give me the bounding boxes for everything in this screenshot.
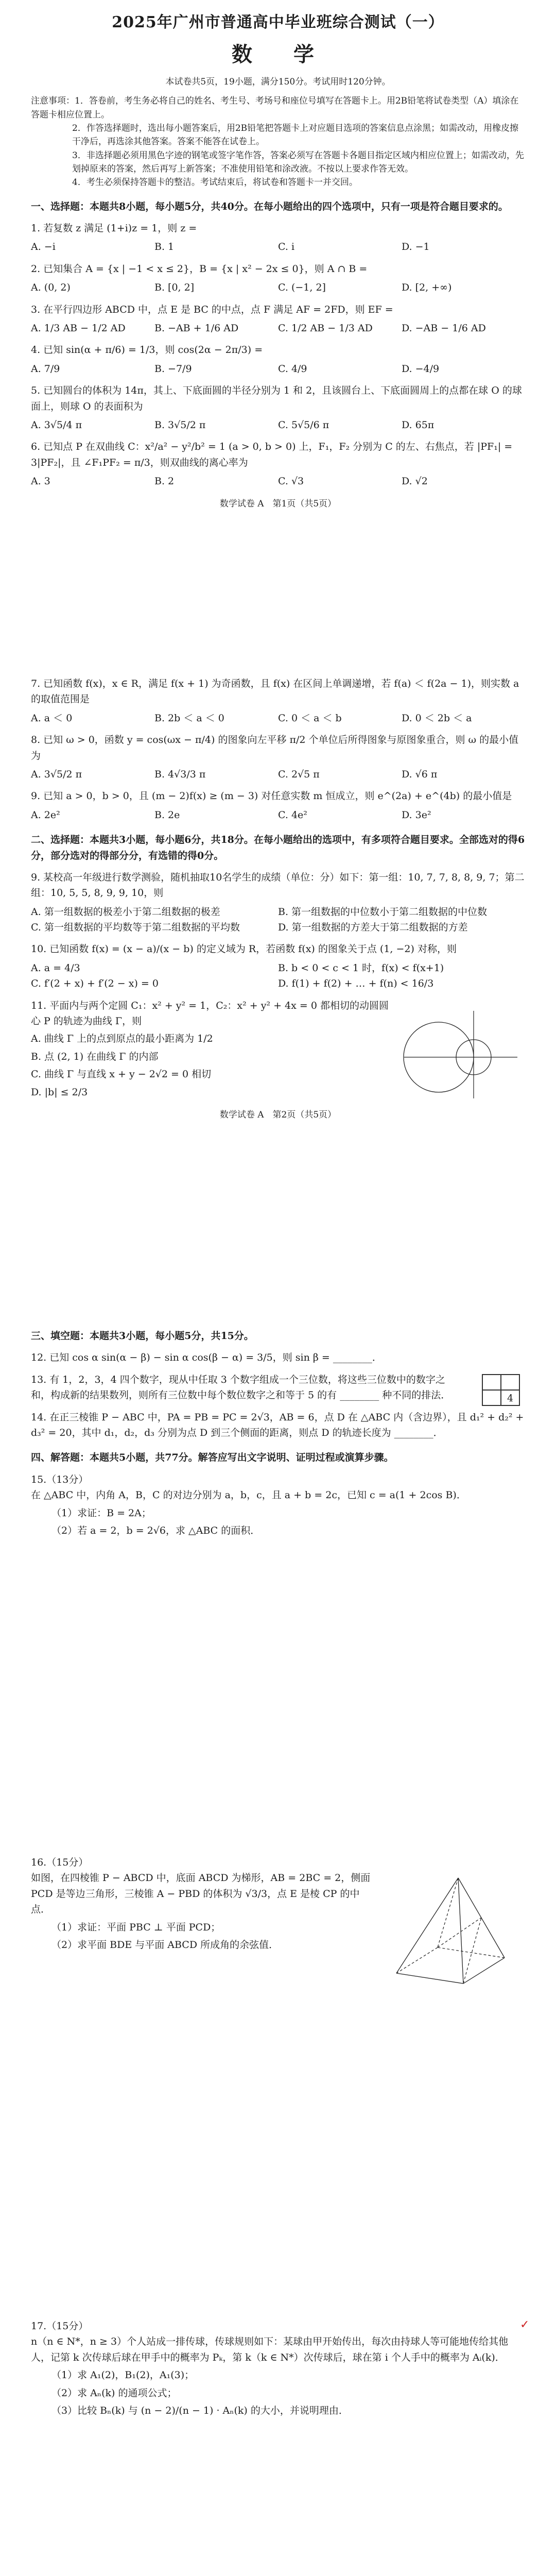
question-stem: 13. 有 1，2，3，4 四个数字，现从中任取 3 个数字组成一个三位数，将这些三位数中的数字之和，构成新的结果数列，则所有三位数中每个数位数字之和等于 5 的有 ________ 种不同的排法． — [31, 1374, 451, 1401]
option: D. √6 π — [402, 768, 438, 780]
question-head: 17.（15分） — [31, 2320, 89, 2332]
option: C. i — [278, 241, 295, 253]
option: C. 2√5 π — [278, 768, 320, 780]
option: B. −AB + 1/6 AD — [154, 322, 239, 334]
grid-cell: 4 — [501, 1390, 519, 1405]
option: C. 4/9 — [278, 363, 307, 375]
option: B. 第一组数据的中位数小于第二组数据的中位数 — [278, 906, 488, 918]
option: D. −4/9 — [402, 363, 440, 375]
grid-cell — [482, 1390, 501, 1405]
option: A. (0, 2) — [31, 282, 71, 294]
option: A. 第一组数据的极差小于第二组数据的极差 — [31, 906, 220, 918]
question-part: （2）求平面 BDE 与平面 ABCD 所成角的余弦值． — [51, 1939, 279, 1951]
question-11 — [31, 998, 525, 1100]
question-7 — [31, 676, 525, 726]
edge-pa — [396, 1878, 458, 1973]
question-6 — [31, 439, 525, 489]
option: B. 4√3/3 π — [154, 768, 206, 780]
question-8 — [31, 732, 525, 782]
option: A. 3√5/4 π — [31, 419, 82, 431]
page-1 — [31, 10, 525, 512]
question-part: （1）求证：平面 PBC ⊥ 平面 PCD； — [51, 1921, 221, 1933]
option: D. f(1) + f(2) + … + f(n) < 16/3 — [278, 978, 434, 990]
question-head: 15.（13分） — [31, 1473, 89, 1485]
exam-meta: 本试卷共5页，19小题，满分150分。考试用时120分钟。 — [165, 77, 391, 87]
edge-bc — [463, 1958, 505, 1984]
question-part: （2）求 Aₙ(k) 的通项公式； — [51, 2387, 177, 2399]
question-stem: 4. 已知 sin(α + π/6) = 1/3，则 cos(2α − 2π/3) = — [31, 344, 263, 356]
option: C. 5√5/6 π — [278, 419, 329, 431]
note-item: 4．考生必须保持答题卡的整洁。考试结束后，将试卷和答题卡一并交回。 — [72, 177, 358, 188]
question-head: 16.（15分） — [31, 1857, 89, 1868]
option: B. [0, 2] — [154, 282, 195, 294]
page-footer: 数学试卷 A 第2页（共5页） — [219, 1109, 337, 1120]
option: D. 0 ＜ 2b ＜ a — [402, 712, 472, 724]
question-14: 14. 在正三棱锥 P − ABC 中，PA = PB = PC = 2√3，AB = 6，点 D 在 △ABC 内（含边界），且 d₁² + d₂² + d₃² = 20，其中 d₁，d₂，d₃ 分别为点 D 到三个侧面的距离，则点 D 的轨迹长度为 ________． — [31, 1411, 524, 1438]
option: D. −AB − 1/6 AD — [402, 322, 486, 334]
edge-da — [396, 1947, 438, 1973]
option: C. 第一组数据的平均数等于第二组数据的平均数 — [31, 922, 240, 934]
question-stem: 9. 已知 a > 0，b > 0，且 (m − 2)f(x) ≥ (m − 3) 对任意实数 m 恒成立，则 e^(2a) + e^(4b) 的最小值是 — [31, 790, 512, 802]
question-1 — [31, 221, 525, 255]
question-stem: 1. 若复数 z 满足 (1+i)z = 1，则 z = — [31, 222, 197, 234]
question-part: （2）若 a = 2，b = 2√6，求 △ABC 的面积． — [51, 1524, 260, 1536]
question-17 — [31, 2318, 525, 2418]
question-stem: 3. 在平行四边形 ABCD 中，点 E 是 BC 的中点，点 F 满足 AF = 2FD，则 EF = — [31, 303, 393, 315]
option: D. [2, +∞) — [402, 282, 452, 294]
option: A. −i — [31, 241, 56, 253]
option: C. 曲线 Γ 与直线 x + y − 2√2 = 0 相切 — [31, 1069, 212, 1080]
segment-de — [438, 1918, 481, 1947]
option: B. 3√5/2 π — [154, 419, 206, 431]
option: A. 3√5/2 π — [31, 768, 82, 780]
number-grid — [482, 1374, 520, 1406]
question-part: （1）求证：B = 2A； — [51, 1507, 151, 1519]
question-part: （3）比较 Bₙ(k) 与 (n − 2)/(n − 1) · Aₙ(k) 的大小，并说明理由． — [51, 2404, 349, 2416]
pyramid-figure — [381, 1870, 515, 1994]
note-item: 2．作答选择题时，选出每小题答案后，用2B铅笔把答题卡上对应题目选项的答案信息点涂黑；如需改动，用橡皮擦干净后，再选涂其他答案。答案不能答在试卷上。 — [72, 123, 519, 147]
question-12: 12. 已知 cos α sin(α − β) − sin α cos(β − α) = 3/5，则 sin β = ________． — [31, 1352, 382, 1364]
question-8b — [31, 788, 525, 823]
exam-subject: 数 学 — [232, 42, 324, 66]
grid-cell — [482, 1375, 501, 1390]
question-stem: 10. 已知函数 f(x) = (x − a)/(x − b) 的定义域为 R，若函数 f(x) 的图象关于点 (1, −2) 对称，则 — [31, 943, 457, 955]
section-4-heading: 四、解答题：本题共5小题，共77分。解答应写出文字说明、证明过程或演算步骤。 — [31, 1452, 394, 1464]
option: C. 4e² — [278, 809, 307, 821]
question-stem: 2. 已知集合 A = {x | −1 < x ≤ 2}，B = {x | x² − 2x ≤ 0}，则 A ∩ B = — [31, 263, 368, 275]
note-item: 注意事项：1．答卷前，考生务必将自己的姓名、考生号、考场号和座位号填写在答题卡上。用2B铅笔将试卷类型（A）填涂在答题卡相应位置上。 — [31, 96, 519, 120]
exam-title: 2025年广州市普通高中毕业班综合测试（一） — [112, 13, 444, 31]
question-stem: 6. 已知点 P 在双曲线 C：x²/a² − y²/b² = 1 (a > 0, b > 0) 上，F₁，F₂ 分别为 C 的左、右焦点，若 |PF₁| = 3|PF₂|，且 ∠F₁PF₂ = π/3，则双曲线的离心率为 — [31, 441, 513, 468]
option: C. 1/2 AB − 1/3 AD — [278, 322, 373, 334]
section-1-heading: 一、选择题：本题共8小题，每小题5分，共40分。在每小题给出的四个选项中，只有一项是符合题目要求的。 — [31, 200, 508, 212]
grid-cell — [501, 1375, 519, 1390]
option: C. √3 — [278, 476, 304, 487]
question-9 — [31, 870, 525, 936]
option: A. 7/9 — [31, 363, 60, 375]
option: C. 0 ＜ a ＜ b — [278, 712, 342, 724]
check-mark: ✓ — [520, 2318, 530, 2331]
note-item: 3．非选择题必须用黑色字迹的钢笔或签字笔作答，答案必须写在答题卡各题目指定区域内相应位置上；如需改动，先划掉原来的答案，然后再写上新答案；不准使用铅笔和涂改液。不按以上要求作答无效。 — [72, 150, 524, 174]
notes — [31, 94, 525, 189]
option: D. 第一组数据的方差大于第二组数据的方差 — [278, 922, 468, 934]
option: B. 2b ＜ a ＜ 0 — [154, 712, 224, 724]
question-10 — [31, 941, 525, 991]
option: A. 2e² — [31, 809, 60, 821]
question-stem: 在 △ABC 中，内角 A，B，C 的对边分别为 a，b，c，且 a + b = 2c，已知 c = a(1 + 2cos B)． — [31, 1489, 466, 1501]
page-footer: 数学试卷 A 第1页（共5页） — [219, 499, 337, 510]
option: C. (−1, 2] — [278, 282, 326, 294]
circles-figure — [402, 1008, 520, 1101]
question-3 — [31, 302, 525, 336]
option: A. 1/3 AB − 1/2 AD — [31, 322, 126, 334]
page-3 — [31, 1319, 525, 1538]
page-5 — [31, 2318, 525, 2418]
option: B. −7/9 — [154, 363, 192, 375]
option: D. −1 — [402, 241, 430, 253]
option: B. 2e — [154, 809, 180, 821]
option: C. f′(2 + x) + f′(2 − x) = 0 — [31, 978, 159, 990]
question-16 — [31, 1855, 525, 1953]
option: D. |b| ≤ 2/3 — [31, 1086, 88, 1098]
question-4 — [31, 342, 525, 377]
option: B. 1 — [154, 241, 175, 253]
option: D. √2 — [402, 476, 428, 487]
option: A. 曲线 Γ 上的点到原点的最小距离为 1/2 — [31, 1033, 213, 1045]
question-15 — [31, 1472, 525, 1539]
option: A. a = 4/3 — [31, 962, 80, 974]
question-stem: 8. 已知 ω > 0，函数 y = cos(ωx − π/4) 的图象向左平移 π/2 个单位后所得图象与原图象重合，则 ω 的最小值为 — [31, 734, 519, 761]
question-stem: 如图，在四棱锥 P − ABCD 中，底面 ABCD 为梯形，AB = 2BC = 2，侧面 PCD 是等边三角形，三棱锥 A − PBD 的体积为 √3/3，点 E 是棱 CP 的中点． — [31, 1872, 371, 1916]
question-stem: 11. 平面内与两个定圆 C₁：x² + y² = 1，C₂：x² + y² + 4x = 0 都相切的动圆圆心 P 的轨迹为曲线 Γ，则 — [31, 999, 389, 1027]
question-2 — [31, 261, 525, 296]
option: D. 3e² — [402, 809, 431, 821]
edge-ab — [396, 1973, 463, 1984]
section-3-heading: 三、填空题：本题共3小题，每小题5分，共15分。 — [31, 1330, 254, 1342]
question-stem: 5. 已知圆台的体积为 14π，其上、下底面圆的半径分别为 1 和 2，且该圆台上、下底面圆周上的点都在球 O 的球面上，则球 O 的表面积为 — [31, 385, 522, 412]
edge-pd — [438, 1878, 458, 1947]
page-4 — [31, 1855, 525, 1953]
option: B. 2 — [154, 476, 175, 487]
question-stem: n（n ∈ N*，n ≥ 3）个人站成一排传球，传球规则如下：某球由甲开始传出，每次由持球人等可能地传给其他人，记第 k 次传球后球在甲手中的概率为 Pₖ，第 k（k ∈ N*）次传球后，球在第 i 个人手中的概率为 Aᵢ(k)． — [31, 2336, 509, 2363]
option: A. a ＜ 0 — [31, 712, 73, 724]
option: D. 65π — [402, 419, 435, 431]
question-stem: 7. 已知函数 f(x)，x ∈ R，满足 f(x + 1) 为奇函数，且 f(x) 在区间上单调递增，若 f(a) ＜ f(2a − 1)，则实数 a 的取值范围是 — [31, 678, 519, 705]
option: B. b < 0 < c < 1 时，f(x) < f(x+1) — [278, 962, 444, 974]
question-13 — [31, 1372, 525, 1403]
option: A. 3 — [31, 476, 50, 487]
question-part: （1）求 A₁(2)，B₁(2)，A₁(3)； — [51, 2369, 195, 2381]
question-5 — [31, 383, 525, 433]
question-stem: 9. 某校高一年级进行数学测验，随机抽取10名学生的成绩（单位：分）如下：第一组：10, 7, 7, 8, 8, 9, 7；第二组：10, 5, 5, 8, 9, 9, 10，则 — [31, 871, 525, 899]
page-2 — [31, 670, 525, 1122]
section-2-heading: 二、选择题：本题共3小题，每小题6分，共18分。在每小题给出的选项中，有多项符合题目要求。全部选对的得6分，部分选对的得部分分，有选错的得0分。 — [31, 834, 525, 861]
option: B. 点 (2, 1) 在曲线 Γ 的内部 — [31, 1050, 159, 1062]
